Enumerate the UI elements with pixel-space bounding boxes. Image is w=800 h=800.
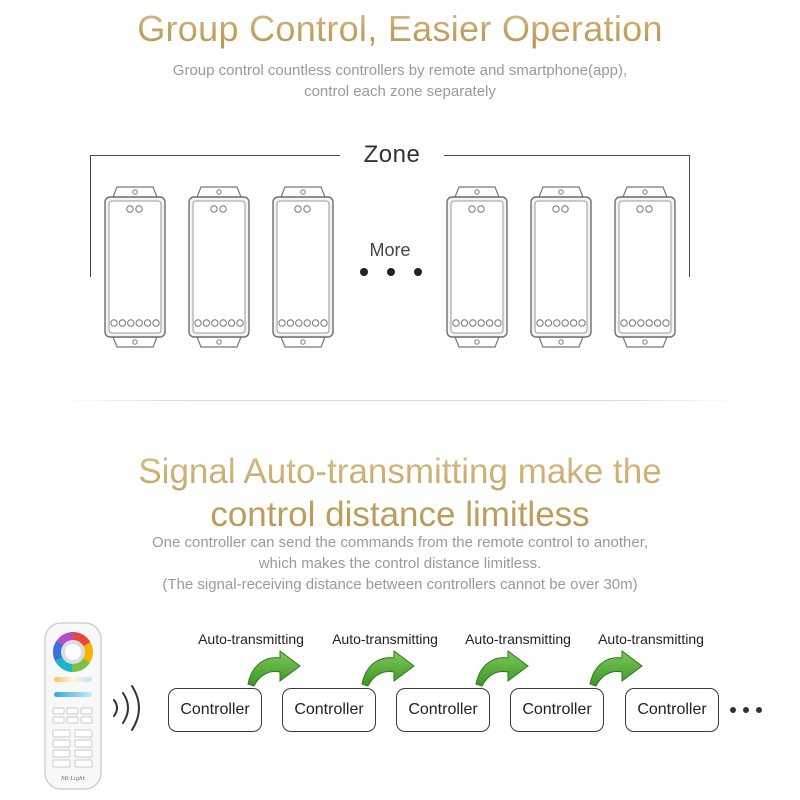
section1-title: Group Control, Easier Operation <box>0 8 800 50</box>
section2-subtitle-line-3: (The signal-receiving distance between controllers cannot be over 30m) <box>162 576 638 593</box>
more-label: More <box>369 240 411 260</box>
auto-transmitting-label: Auto-transmitting <box>198 631 304 647</box>
led-controller-icon <box>187 183 251 351</box>
section1-subtitle-line-2: control each zone separately <box>304 83 496 100</box>
section-divider <box>60 400 740 401</box>
led-controller-icon <box>445 183 509 351</box>
controller-box: Controller <box>168 688 262 732</box>
more-dots-icon <box>358 264 428 280</box>
auto-transmitting-label: Auto-transmitting <box>598 631 704 647</box>
zone-label: Zone <box>340 138 444 172</box>
curved-arrow-icon <box>358 648 418 688</box>
auto-transmitting-label: Auto-transmitting <box>465 631 571 647</box>
auto-transmitting-label: Auto-transmitting <box>332 631 438 647</box>
remote-control-icon <box>44 622 102 790</box>
curved-arrow-icon <box>472 648 532 688</box>
controller-box: Controller <box>625 688 719 732</box>
section2-title-line-1: Signal Auto-transmitting make the <box>138 452 662 491</box>
led-controller-icon <box>271 183 335 351</box>
signal-waves-icon <box>108 680 148 736</box>
chain-more-dots-icon <box>728 703 764 717</box>
section1-subtitle-line-1: Group control countless controllers by remote and smartphone(app), <box>172 62 628 79</box>
controller-box: Controller <box>282 688 376 732</box>
curved-arrow-icon <box>244 648 304 688</box>
section2-title <box>0 450 800 536</box>
curved-arrow-icon <box>586 648 646 688</box>
controller-box: Controller <box>510 688 604 732</box>
led-controller-icon <box>529 183 593 351</box>
led-controller-icon <box>613 183 677 351</box>
section2-subtitle-line-1: One controller can send the commands from the remote control to another, <box>151 534 649 551</box>
section1-subtitle <box>0 60 800 102</box>
section2-subtitle <box>0 532 800 595</box>
led-controller-icon <box>103 183 167 351</box>
remote-brand-label: Mi·Light <box>61 776 85 782</box>
section2-subtitle-line-2: which makes the control distance limitless. <box>258 555 542 572</box>
section2-title-line-2: control distance limitless <box>210 495 590 534</box>
controller-box: Controller <box>396 688 490 732</box>
